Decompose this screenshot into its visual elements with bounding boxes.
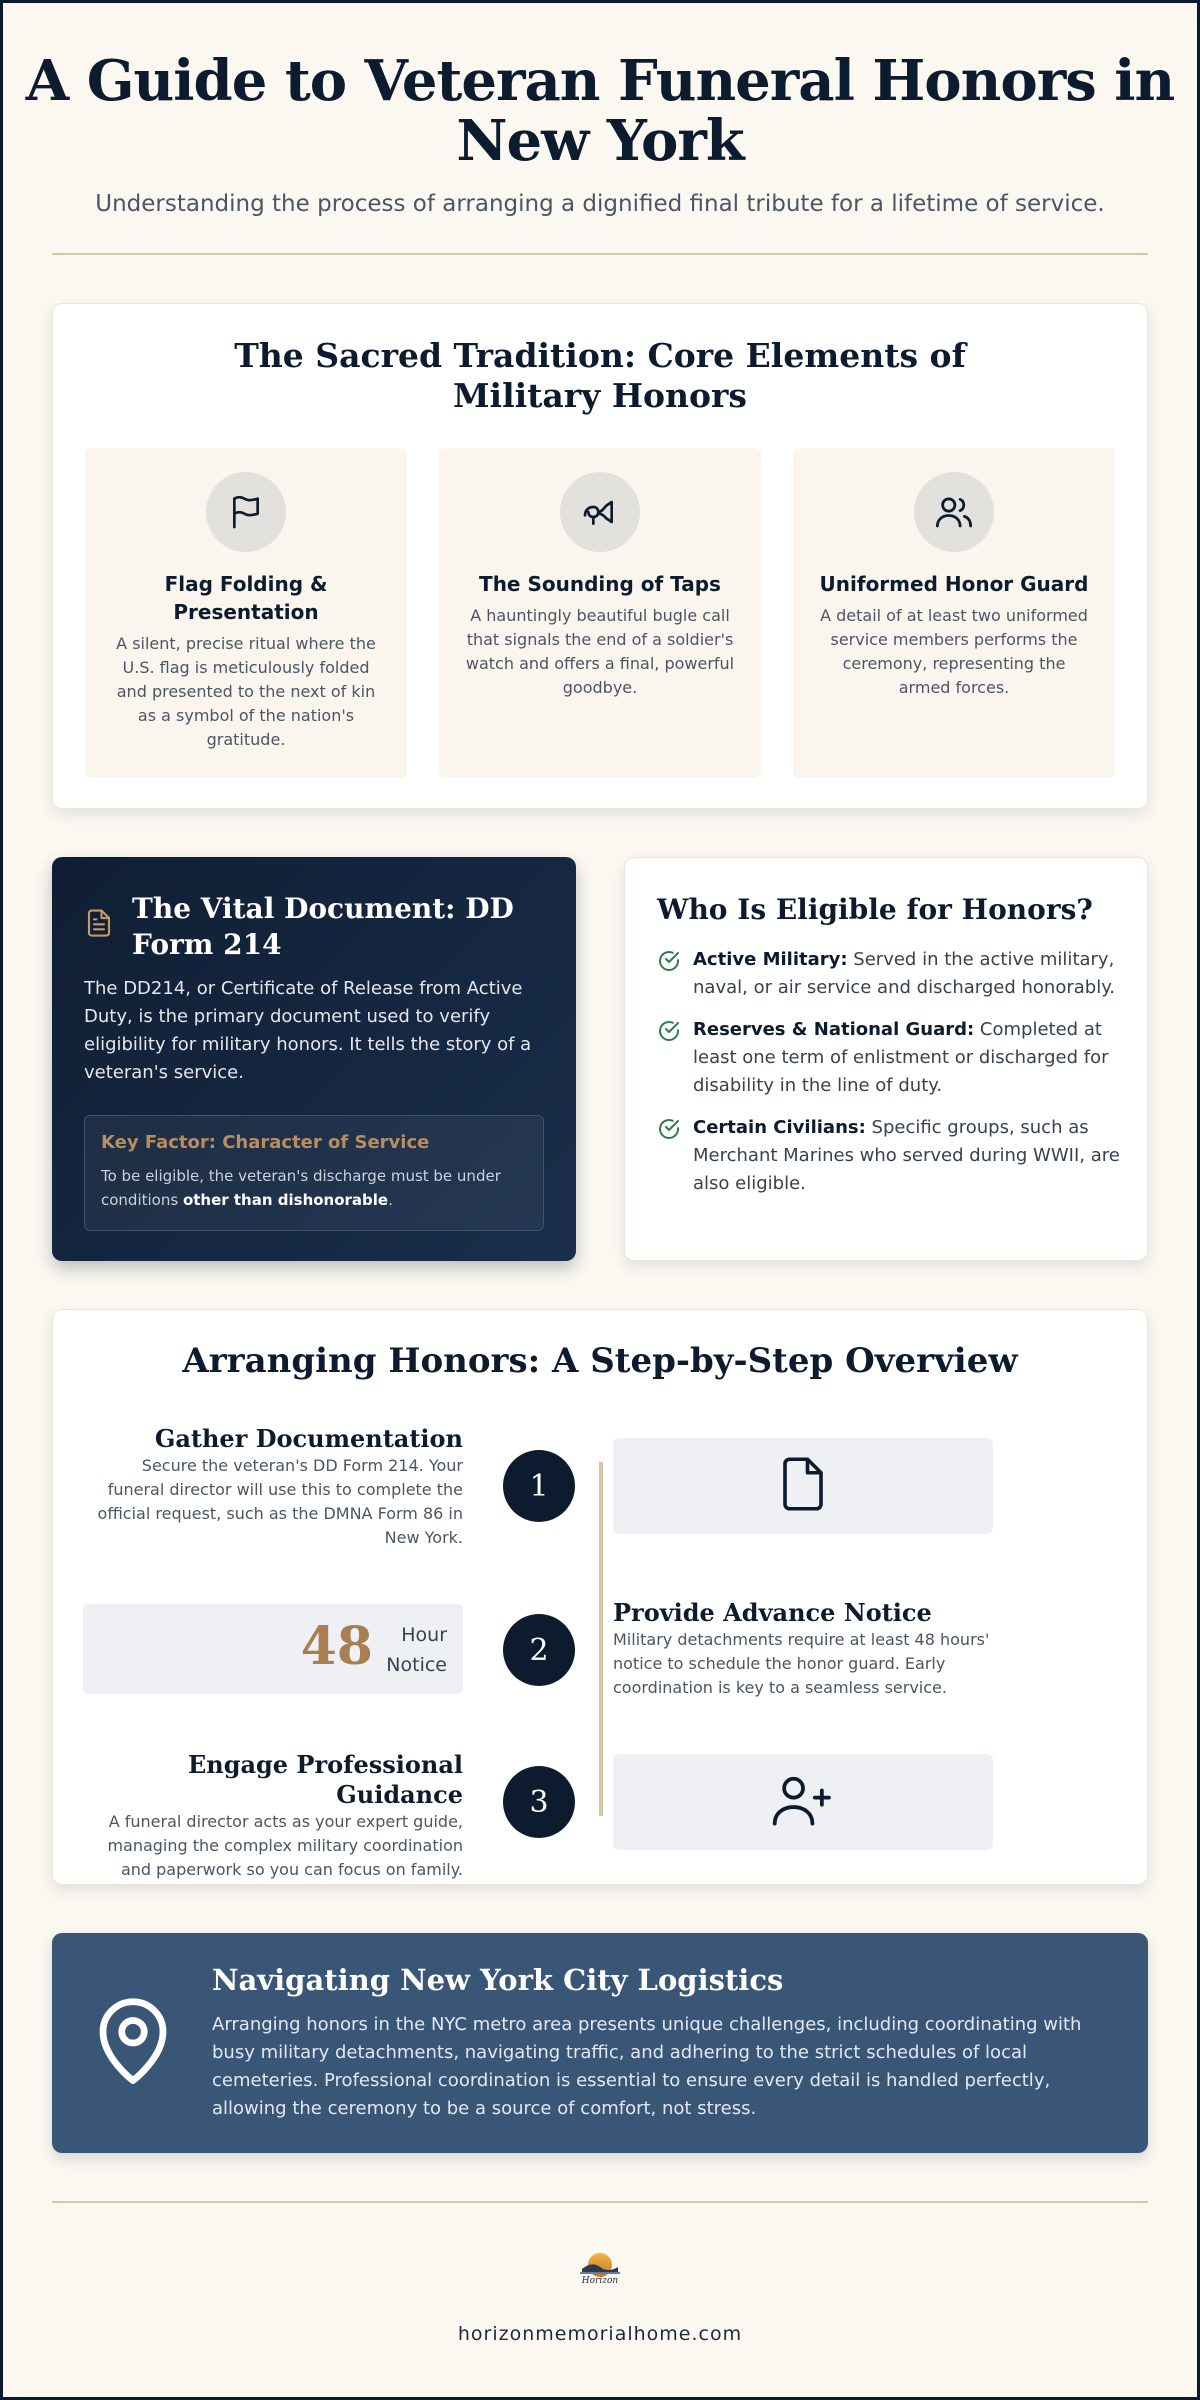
step-title: Gather Documentation — [154, 1424, 463, 1453]
user-plus-icon — [770, 1770, 836, 1834]
element-title: The Sounding of Taps — [479, 572, 721, 596]
step-title: Engage Professional Guidance — [187, 1750, 463, 1809]
nyc-text: Arranging honors in the NYC metro area presents unique challenges, including coordinating with busy military detachments, navigating traffic, and adhering to the strict schedules of local cemeteries. Professional coordination is essential to ensure every detail is handled perfectly, allowing the ceremony to be a source of comfort, not stress. — [212, 2014, 1082, 2119]
core-elements-title: The Sacred Tradition: Core Elements of Military Honors — [234, 336, 966, 415]
key-factor-box — [84, 1115, 544, 1231]
step-description: Military detachments require at least 48 hours' notice to schedule the honor guard. Early coordination is key to a seamless service. — [613, 1630, 990, 1697]
element-title: Uniformed Honor Guard — [819, 572, 1089, 596]
step-number: 2 — [503, 1614, 575, 1686]
footer-url[interactable]: horizonmemorialhome.com — [457, 2323, 743, 2345]
key-factor-title: Key Factor: Character of Service — [101, 1132, 430, 1153]
step-1-content — [83, 1424, 463, 1550]
bugle-icon — [560, 472, 640, 552]
step-number: 1 — [503, 1450, 575, 1522]
steps-section — [52, 1309, 1148, 1885]
check-circle-icon — [657, 1117, 681, 1145]
element-title: Flag Folding & Presentation — [164, 572, 328, 624]
step-description: A funeral director acts as your expert guide, managing the complex military coordination and paperwork so you can focus on family. — [107, 1812, 463, 1879]
users-icon — [914, 472, 994, 552]
check-circle-icon — [657, 949, 681, 977]
step-number: 3 — [503, 1766, 575, 1838]
check-circle-icon — [657, 1019, 681, 1047]
core-elements-section — [52, 303, 1148, 809]
key-factor-text: To be eligible, the veteran's discharge must be under conditions other than dishonorable. — [101, 1167, 501, 1209]
horizon-logo — [576, 2243, 624, 2291]
eligibility-section: Who Is Eligible for Honors? Active Military: Served in the active military, naval, or air service and discharged honorably. Reserves & National Guard: Completed at least one term of enlistment or discharged for disability in the line of duty. Certain Civilians: Specific groups, such as Merchant Marines who served during WWII, are also eligible. — [624, 857, 1148, 1261]
timeline-line — [599, 1462, 603, 1816]
header-divider — [52, 253, 1148, 255]
dd214-title: The Vital Document: DD Form 214 — [132, 892, 514, 961]
svg-text:Horizon: Horizon — [581, 2276, 619, 2286]
element-description: A silent, precise ritual where the U.S. flag is meticulously folded and presented to the next of kin as a symbol of the nation's gratitude. — [116, 634, 376, 749]
step-3-illustration — [613, 1754, 993, 1850]
step-1-illustration — [613, 1438, 993, 1534]
page-title: A Guide to Veteran Funeral Honors in New York — [25, 48, 1175, 174]
eligibility-title: Who Is Eligible for Honors? — [657, 893, 1093, 926]
step-title: Provide Advance Notice — [613, 1598, 932, 1627]
step-3-content — [83, 1750, 463, 1882]
page-subtitle: Understanding the process of arranging a dignified final tribute for a lifetime of service. — [95, 191, 1105, 217]
notice-stat-box — [83, 1604, 463, 1694]
footer-divider — [52, 2201, 1148, 2203]
step-description: Secure the veteran's DD Form 214. Your funeral director will use this to complete the official request, such as the DMNA Form 86 in New York. — [97, 1456, 463, 1547]
map-pin-icon — [88, 1993, 178, 2097]
dd214-body: The DD214, or Certificate of Release from Active Duty, is the primary document used to verify eligibility for military honors. It tells the story of a veteran's service. — [84, 978, 532, 1083]
element-card-flag — [85, 448, 407, 778]
file-icon — [776, 1453, 830, 1519]
nyc-logistics-section — [52, 1933, 1148, 2153]
page — [3, 3, 1197, 2397]
nyc-title: Navigating New York City Logistics — [212, 1963, 784, 1997]
element-description: A detail of at least two uniformed service members performs the ceremony, representing the armed forces. — [820, 606, 1088, 697]
element-card-taps — [439, 448, 761, 778]
steps-title: Arranging Honors: A Step-by-Step Overview — [182, 1341, 1018, 1381]
element-description: A hauntingly beautiful bugle call that signals the end of a soldier's watch and offers a final, powerful goodbye. — [465, 606, 735, 697]
notice-hours-value: 48 — [300, 1616, 373, 1677]
element-card-honor-guard — [793, 448, 1115, 778]
dd214-section — [52, 857, 576, 1261]
step-2-content — [613, 1598, 993, 1700]
flag-icon — [206, 472, 286, 552]
document-icon — [84, 907, 114, 943]
notice-hours-label: Hour Notice — [386, 1624, 447, 1676]
